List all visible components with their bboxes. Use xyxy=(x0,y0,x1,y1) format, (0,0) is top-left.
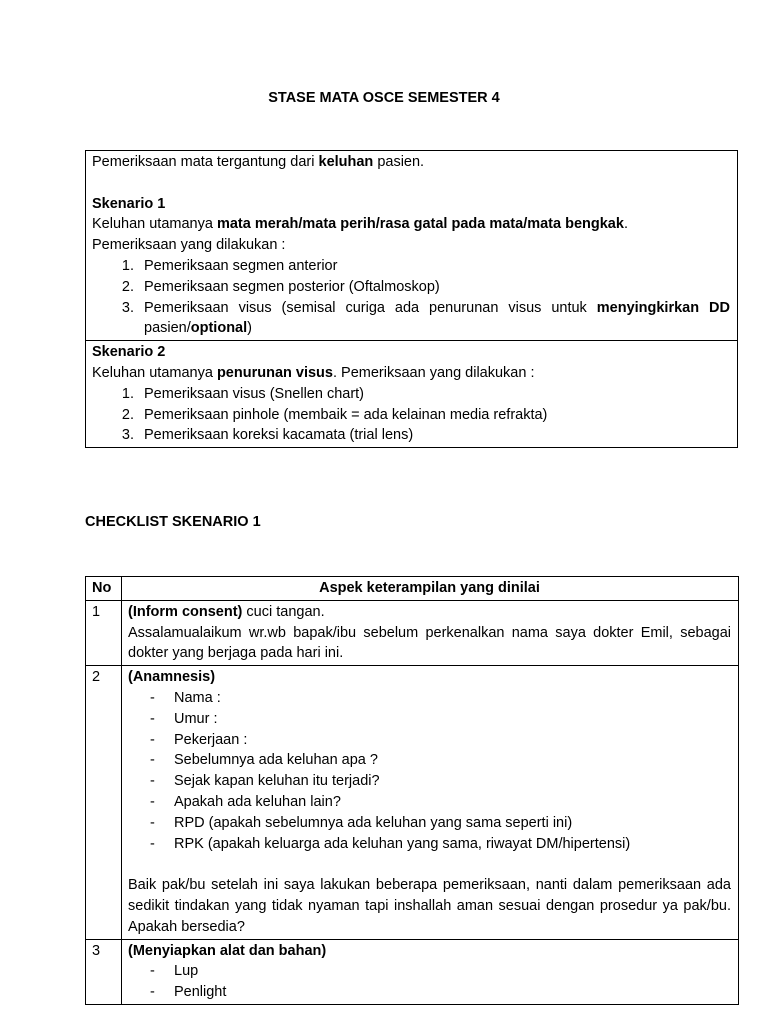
intro-bold: keluhan xyxy=(318,154,374,170)
scenario-box xyxy=(85,150,738,448)
table-row xyxy=(86,666,739,939)
list-item: - Sebelumnya ada keluhan apa ? xyxy=(150,750,731,771)
skenario-2-exam-list xyxy=(92,384,730,446)
s1-complaint-post: . xyxy=(623,216,628,233)
row-3-title: (Menyiapkan alat dan bahan) xyxy=(128,942,327,959)
s1-item3-mid: pasien/ xyxy=(144,320,191,337)
header-no: No xyxy=(86,577,122,601)
row-1-text: Assalamualaikum wr.wb bapak/ibu sebelum perkenalkan nama saya dokter Emil, sebagai dokter yang berjaga pada hari ini. xyxy=(128,624,731,662)
skenario-1-heading xyxy=(92,194,730,215)
row-2-title-line xyxy=(128,667,731,688)
row-1-title-line xyxy=(128,602,731,623)
skenario-2-heading xyxy=(92,342,730,363)
s2-complaint-pre: Keluhan utamanya xyxy=(92,364,217,381)
row-2-title: (Anamnesis) xyxy=(128,669,216,686)
list-item: - Penlight xyxy=(150,982,731,1003)
s1-item3-bold: menyingkirkan DD xyxy=(596,299,730,316)
skenario-2-heading-text: Skenario 2 xyxy=(92,344,166,361)
list-item: 2. Pemeriksaan pinhole (membaik = ada kelainan media refrakta) xyxy=(138,405,730,426)
intro-post: pasien. xyxy=(373,154,425,170)
row-content xyxy=(122,939,739,1004)
row-2-closing: Baik pak/bu setelah ini saya lakukan beberapa pemeriksaan, nanti dalam pemeriksaan ada sedikit tindakan yang tidak nyaman tapi inshallah aman sesuai dengan prosedur ya pak/bu. Apakah bersedia? xyxy=(128,877,731,935)
s2-complaint-post: . Pemeriksaan yang dilakukan : xyxy=(332,364,535,381)
skenario-2-complaint xyxy=(92,363,730,384)
list-item: 3. Pemeriksaan koreksi kacamata (trial lens) xyxy=(138,425,730,446)
skenario-1-heading-text: Skenario 1 xyxy=(92,195,166,212)
list-item: - Lup xyxy=(150,961,731,982)
list-item: - RPD (apakah sebelumnya ada keluhan yang sama seperti ini) xyxy=(150,813,731,834)
row-number: 2 xyxy=(86,666,122,939)
row-content xyxy=(122,600,739,665)
header-aspect: Aspek keterampilan yang dinilai xyxy=(122,577,739,601)
row-number: 3 xyxy=(86,939,122,1004)
table-row xyxy=(86,600,739,665)
row-content xyxy=(122,666,739,939)
list-item: - Pekerjaan : xyxy=(150,730,731,751)
row-1-title: (Inform consent) xyxy=(128,603,243,620)
skenario-1-complaint xyxy=(92,214,730,235)
table-header-row xyxy=(86,577,739,601)
s2-complaint-bold: penurunan visus xyxy=(216,364,333,381)
anamnesis-list xyxy=(128,688,731,854)
s1-item3-post: ) xyxy=(247,320,252,337)
page-title: STASE MATA OSCE SEMESTER 4 xyxy=(268,90,500,106)
checklist-title: CHECKLIST SKENARIO 1 xyxy=(85,514,261,530)
s1-item3-bold2: optional xyxy=(190,320,248,337)
tools-list xyxy=(128,961,731,1003)
row-number: 1 xyxy=(86,600,122,665)
list-item: - Nama : xyxy=(150,688,731,709)
list-item: - Umur : xyxy=(150,709,731,730)
list-item: 1. Pemeriksaan visus (Snellen chart) xyxy=(138,384,730,405)
scenario-1-cell xyxy=(86,151,737,340)
list-item: 1. Pemeriksaan segmen anterior xyxy=(138,256,730,277)
list-item: - Sejak kapan keluhan itu terjadi? xyxy=(150,771,731,792)
table-row xyxy=(86,939,739,1004)
intro-text xyxy=(92,152,730,173)
skenario-1-exam-label: Pemeriksaan yang dilakukan : xyxy=(92,237,286,254)
list-item: - Apakah ada keluhan lain? xyxy=(150,792,731,813)
row-1-title-post: cuci tangan. xyxy=(242,603,325,620)
list-item: - RPK (apakah keluarga ada keluhan yang sama, riwayat DM/hipertensi) xyxy=(150,834,731,855)
s1-complaint-bold: mata merah/mata perih/rasa gatal pada mata/mata bengkak xyxy=(216,216,624,233)
row-3-title-line xyxy=(128,941,731,962)
intro-pre: Pemeriksaan mata tergantung dari xyxy=(92,154,319,170)
list-item: 2. Pemeriksaan segmen posterior (Oftalmoskop) xyxy=(138,277,730,298)
skenario-1-exam-list xyxy=(92,256,730,339)
list-item xyxy=(138,298,730,340)
s1-item3-pre: Pemeriksaan visus (semisal curiga ada penurunan visus untuk xyxy=(144,299,597,316)
scenario-2-cell xyxy=(86,340,737,447)
checklist-table xyxy=(85,576,739,1005)
s1-complaint-pre: Keluhan utamanya xyxy=(92,216,217,233)
